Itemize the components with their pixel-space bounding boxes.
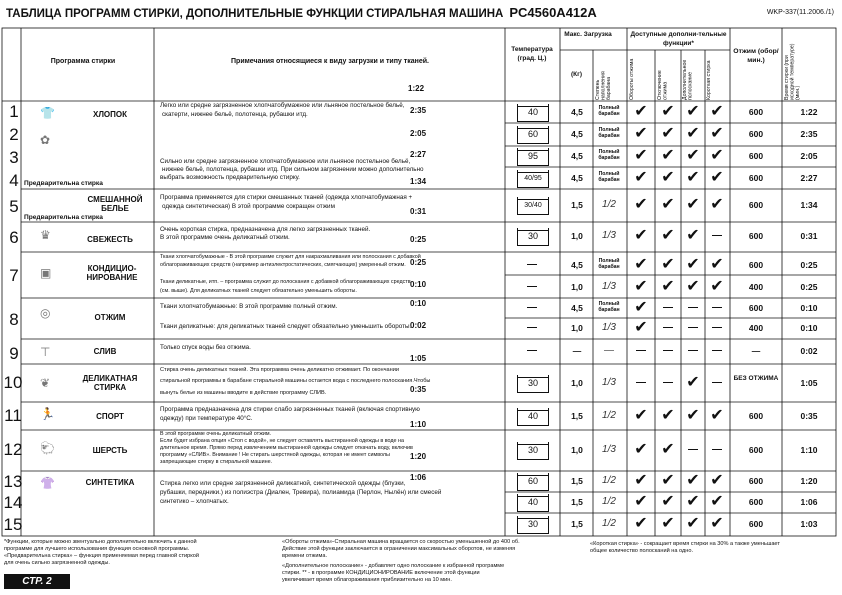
temperature-symbol: 60 <box>517 473 549 491</box>
time-mark: 0:10 <box>410 299 427 308</box>
max-load-kg: 1,5 <box>571 411 583 421</box>
check-icon: ✔ <box>661 278 675 295</box>
dash-mark: — <box>712 230 722 241</box>
drum-fill-text: Полный барабан <box>598 105 620 117</box>
check-icon: ✔ <box>634 147 648 164</box>
note-line: запрещающие стирку в стиральной машине. <box>160 459 273 465</box>
max-load-kg: 4,5 <box>571 173 583 183</box>
note-line: Ткани деликатные, итп. – программа служит до полоскания с добавкой облагораживающих средств <box>160 279 411 285</box>
footnote: программе для лучшего использования функция основной программы. <box>4 546 190 552</box>
check-icon: ✔ <box>686 407 700 424</box>
spin-speed: 600 <box>748 200 764 210</box>
max-load-kg: 1,0 <box>571 445 583 455</box>
note-line: нижнее бельё, полотенца, рубашки итд. При сильном загрязнении можно дополнительно <box>162 166 424 173</box>
note-line: Программа предназначена для стирки слабо загрязненных тканей (включая спортивную <box>160 406 420 413</box>
max-load-kg: 1,5 <box>571 200 583 210</box>
check-icon: ✔ <box>710 278 724 295</box>
wash-time: 1:10 <box>800 445 818 455</box>
program-number: 5 <box>9 197 19 216</box>
time-mark: 0:31 <box>410 207 427 216</box>
dash-mark: — <box>527 322 537 333</box>
max-load-kg: 1,5 <box>571 519 583 529</box>
dash-mark: — <box>712 345 722 356</box>
footnote: «Короткая стирка» - сокращает время стирки на 30% а также уменьшает <box>590 541 780 547</box>
wash-time: 1:20 <box>800 476 818 486</box>
col-header-notes: Примечания относящиеся к виду загрузки и типу тканей. <box>231 58 429 65</box>
note-line: (см. выше). Для деликатных тканей следует обязательно уменьшить обороты. <box>160 288 357 294</box>
drain-icon: ⊤ <box>40 345 51 359</box>
max-load-kg: 4,5 <box>571 107 583 117</box>
check-icon: ✔ <box>661 493 675 510</box>
program-name: ДЕЛИКАТНАЯ СТИРКА <box>82 374 138 392</box>
spin-speed: 600 <box>748 519 764 529</box>
dash-mark: — <box>663 322 673 333</box>
program-number: 2 <box>9 125 19 144</box>
spin-speed: 600 <box>748 303 764 313</box>
spin-speed: БЕЗ ОТЖИМА <box>733 375 779 382</box>
program-name: СВЕЖЕСТЬ <box>87 235 133 244</box>
col-header-program: Программа стирки <box>50 58 116 65</box>
note-line: Легко или средне загрязненное хлопчатобумажное или льняное постельное бельё, <box>160 102 405 109</box>
check-icon: ✔ <box>710 169 724 186</box>
feather-icon: ❦ <box>40 376 51 390</box>
program-name: СМЕШАННОЙ БЕЛЬЕ <box>87 195 143 213</box>
footnote: *Функции, которые можно звентуально дополнительно включить к данной <box>4 539 197 545</box>
note-line: программу «СЛИВ». Внимание ! Не стирать шерстяной одежды, которая не имеет символы <box>160 452 390 458</box>
max-load-kg: 1,5 <box>571 497 583 507</box>
program-subtitle: Предварительна стирка <box>24 214 103 221</box>
footnote: для очень сильно загрязненной одежды. <box>4 560 110 566</box>
drum-fill-text: Полный барабан <box>598 258 620 270</box>
drum-fill-ratio: — <box>604 345 614 356</box>
wash-time: 0:10 <box>800 303 818 313</box>
program-number: 8 <box>9 310 19 329</box>
max-load-kg: 1,0 <box>571 282 583 292</box>
drum-fill-ratio: 1/3 <box>602 444 616 455</box>
col-header-kg: (Кг) <box>570 71 582 78</box>
program-name: ШЕРСТЬ <box>92 446 128 455</box>
wash-time: 2:35 <box>800 129 818 139</box>
wash-time: 0:25 <box>800 260 818 270</box>
max-load-kg: 4,5 <box>571 260 583 270</box>
temperature-symbol: 40 <box>517 408 549 426</box>
wash-time: 0:35 <box>800 411 818 421</box>
spin-speed: 600 <box>748 260 764 270</box>
time-mark: 1:06 <box>410 473 427 482</box>
drum-fill-ratio: 1/3 <box>602 322 616 333</box>
check-icon: ✔ <box>710 407 724 424</box>
program-number: 7 <box>9 266 19 285</box>
program-name: КОНДИЦИО-НИРОВАНИЕ <box>86 264 138 282</box>
dash-mark: — <box>688 444 698 455</box>
drum-fill-text: Полный барабан <box>598 301 620 313</box>
temperature-symbol: 30 <box>517 375 549 393</box>
dash-mark: — <box>636 377 646 388</box>
time-mark: 2:27 <box>410 150 427 159</box>
footnote: «Обороты отжима»-Стиральная машина вращается со скоростью уменьшенной до 400 об. <box>282 539 520 545</box>
program-name: СПОРТ <box>96 412 124 421</box>
program-number: 9 <box>9 344 19 363</box>
wash-time: 0:31 <box>800 231 818 241</box>
max-load-kg: 1,5 <box>571 476 583 486</box>
check-icon: ✔ <box>686 278 700 295</box>
wash-time: 1:22 <box>800 107 818 117</box>
note-line: стиральной программы в барабане стиральной машины остается вода с последнего полоскания.Чтобы <box>160 378 431 384</box>
note-line: Стирка легко или средне загрязненной деликатной, синтетической одежды (блузки, <box>160 480 406 487</box>
footnote: стирки. ** - в программе КОНДИЦИОНИРОВАНИЕ включение этой функции <box>282 570 480 576</box>
max-load-kg: 4,5 <box>571 151 583 161</box>
check-icon: ✔ <box>686 256 700 273</box>
note-line: Ткани хлопчатобумажные: В этой программе полный отжим. <box>160 303 338 310</box>
check-icon: ✔ <box>710 103 724 120</box>
note-line: рубашки, передники.) из полиэстра (Диален, Тревира), полиамида (Перлон, Нылён) или смесей <box>160 489 442 496</box>
check-icon: ✔ <box>634 299 648 316</box>
page-number: СТР. 2 <box>4 574 70 589</box>
drum-fill-ratio: 1/2 <box>602 410 616 421</box>
dash-mark: — <box>636 345 646 356</box>
drum-fill-ratio: 1/2 <box>602 518 616 529</box>
program-number: 14 <box>3 493 23 512</box>
softener-bottle-icon: ▣ <box>40 266 52 280</box>
drum-fill-text: Полный барабан <box>598 127 620 139</box>
col-header-time: Время стирки (при исходной температуре) (мин.) <box>784 43 802 100</box>
page-title: ТАБЛИЦА ПРОГРАММ СТИРКИ, ДОПОЛНИТЕЛЬНЫЕ ФУНКЦИИ СТИРАЛЬНАЯ МАШИНА PC4560A412A <box>6 5 597 20</box>
footnote: Действие этой функции заключается в ограничении максимальных оборотов, не изменяя <box>282 546 516 552</box>
col-header-temperature: Температура (град. Ц.) <box>511 46 553 62</box>
check-icon: ✔ <box>686 125 700 142</box>
dash-mark: — <box>663 302 673 313</box>
temperature-symbol: 95 <box>517 148 549 166</box>
program-name: СЛИВ <box>93 347 117 356</box>
shirt-icon: 👕 <box>40 106 55 120</box>
time-mark: 1:20 <box>410 452 427 461</box>
spin-speed: 600 <box>748 411 764 421</box>
check-icon: ✔ <box>634 472 648 489</box>
drum-fill-text: Полный барабан <box>598 149 620 161</box>
note-line: Очень короткая стирка, предназначена для легко загрязненных тканей. <box>160 226 371 233</box>
spiral-icon: ◎ <box>40 306 51 320</box>
check-icon: ✔ <box>634 515 648 532</box>
note-line: Сильно или средне загрязненное хлопчатобумажное или льняное постельное бельё, <box>160 158 411 165</box>
note-line: Ткани деликатные: для деликатных тканей следует обязательно уменьшить обороты. <box>160 323 412 330</box>
drum-fill-text: Полный барабан <box>598 171 620 183</box>
check-icon: ✔ <box>634 441 648 458</box>
note-line: облагораживающих средств (например антиэлектростатических, смягчающих) умеренный отжим. <box>160 262 406 268</box>
temperature-symbol: 60 <box>517 126 549 144</box>
program-number: 6 <box>9 228 19 247</box>
time-mark: 1:05 <box>410 354 427 363</box>
check-icon: ✔ <box>710 256 724 273</box>
check-icon: ✔ <box>710 125 724 142</box>
check-icon: ✔ <box>686 472 700 489</box>
blouse-icon: 👚 <box>40 476 55 490</box>
check-icon: ✔ <box>661 196 675 213</box>
check-icon: ✔ <box>634 493 648 510</box>
temperature-symbol: 30/40 <box>517 197 549 215</box>
temperature-symbol: 40/95 <box>517 170 549 188</box>
note-line: синтетико – хлопчатых. <box>160 498 229 505</box>
wash-time: 1:03 <box>800 519 818 529</box>
col-header-opt-spin-speed: Обороты отжима <box>629 58 635 100</box>
temperature-symbol: 40 <box>517 494 549 512</box>
check-icon: ✔ <box>710 515 724 532</box>
time-mark: 1:10 <box>410 420 427 429</box>
max-load-kg: 1,0 <box>571 378 583 388</box>
wash-time: 1:34 <box>800 200 818 210</box>
dash-mark: — <box>712 444 722 455</box>
note-line: В этой программе очень деликатный отжим. <box>160 234 290 241</box>
spin-speed: 600 <box>748 107 764 117</box>
note-line: Программа применяется для стирки смешанных тканей (одежда хлопчатобумажная + <box>160 194 413 201</box>
check-icon: ✔ <box>661 441 675 458</box>
note-line: Ткани хлопчатобумажные - В этой программе служит для накрахмаливания или полоскания с добавкой <box>160 254 421 260</box>
dash-mark: — <box>663 377 673 388</box>
model-number: PC4560A412A <box>509 5 597 20</box>
dash-mark: — <box>688 345 698 356</box>
check-icon: ✔ <box>634 227 648 244</box>
spin-speed: 600 <box>748 173 764 183</box>
check-icon: ✔ <box>710 493 724 510</box>
program-name: ХЛОПОК <box>92 110 128 119</box>
cotton-flower-icon: ✿ <box>40 133 51 147</box>
dash-mark: — <box>712 322 722 333</box>
wash-time: 0:02 <box>800 346 818 356</box>
col-header-max-load: Макс. Загрузка <box>564 31 612 38</box>
wash-time: 0:25 <box>800 282 818 292</box>
check-icon: ✔ <box>686 374 700 391</box>
temperature-symbol: 30 <box>517 516 549 534</box>
check-icon: ✔ <box>661 125 675 142</box>
col-header-opt-extra-rinse: Дополнительное полоскание <box>682 59 694 100</box>
check-icon: ✔ <box>710 147 724 164</box>
drum-fill-ratio: 1/3 <box>602 230 616 241</box>
spin-speed: 600 <box>748 497 764 507</box>
note-line: Только спуск воды без отжима. <box>160 344 251 351</box>
dash-mark: — <box>712 377 722 388</box>
temperature-symbol: 30 <box>517 228 549 246</box>
check-icon: ✔ <box>661 515 675 532</box>
check-icon: ✔ <box>686 147 700 164</box>
temperature-symbol: 30 <box>517 442 549 460</box>
spin-speed: 600 <box>748 231 764 241</box>
time-mark: 0:25 <box>410 258 427 267</box>
check-icon: ✔ <box>686 493 700 510</box>
time-mark: 0:25 <box>410 235 427 244</box>
check-icon: ✔ <box>634 169 648 186</box>
spin-speed: 400 <box>748 323 764 333</box>
check-icon: ✔ <box>661 147 675 164</box>
footnote: увеличивает время облагораживания приблизительно на 10 мин. <box>282 577 452 583</box>
spin-speed: — <box>751 346 761 356</box>
dash-mark: — <box>688 302 698 313</box>
program-number: 11 <box>4 406 22 425</box>
check-icon: ✔ <box>634 103 648 120</box>
time-mark: 1:34 <box>410 177 427 186</box>
note-line: одежду) при температуре 40°C. <box>160 415 253 422</box>
dash-mark: — <box>712 302 722 313</box>
drum-fill-ratio: 1/2 <box>602 496 616 507</box>
check-icon: ✔ <box>634 125 648 142</box>
col-header-opt-short-wash: Короткая стирка <box>706 60 712 100</box>
dash-mark: — <box>527 259 537 270</box>
program-number: 12 <box>3 440 23 459</box>
col-header-extra-functions: Доступные дополни-тельные функции* <box>630 31 727 47</box>
program-number: 1 <box>9 102 19 121</box>
program-number: 13 <box>3 472 23 491</box>
check-icon: ✔ <box>661 256 675 273</box>
sheep-icon: 🐑 <box>40 441 55 455</box>
note-line: вынуть белье из машины вводите в действие программу СЛИВ. <box>160 390 327 396</box>
crown-icon: ♛ <box>40 228 51 242</box>
note-line: В этой программе очень деликатный отжим. <box>160 431 272 437</box>
check-icon: ✔ <box>686 227 700 244</box>
time-mark: 0:10 <box>410 280 427 289</box>
program-number: 10 <box>3 373 23 392</box>
check-icon: ✔ <box>661 472 675 489</box>
wash-time: 2:27 <box>800 173 818 183</box>
check-icon: ✔ <box>661 227 675 244</box>
time-mark: 2:35 <box>410 106 427 115</box>
spin-speed: 600 <box>748 151 764 161</box>
wash-time: 2:05 <box>800 151 818 161</box>
col-header-opt-no-spin: Отключение отжима <box>657 70 669 100</box>
drum-fill-ratio: 1/2 <box>602 199 616 210</box>
check-icon: ✔ <box>710 472 724 489</box>
dash-mark: — <box>663 345 673 356</box>
temperature-symbol: 40 <box>517 104 549 122</box>
time-mark: 0:02 <box>410 321 427 330</box>
note-line: выбрать возможность предварительную стирку. <box>160 174 300 181</box>
spin-speed: 600 <box>748 129 764 139</box>
document-code: WKP-337(11.2006./1) <box>766 9 834 16</box>
time-mark: 0:35 <box>410 385 427 394</box>
program-name: ОТЖИМ <box>94 313 126 322</box>
check-icon: ✔ <box>661 407 675 424</box>
note-line: Если будет избрана опция «Стоп с водой», не следует оставлять выстиранной одежды в воде на <box>160 438 405 444</box>
max-load-kg: 1,0 <box>571 323 583 333</box>
footnote: времени отжима. <box>282 553 328 559</box>
footnote: общее количество полосканий на одно. <box>590 548 694 554</box>
dash-mark: — <box>688 322 698 333</box>
program-number: 4 <box>9 171 19 190</box>
spin-speed: 400 <box>748 282 764 292</box>
col-header-load-level: Степень наполнения барабана <box>595 71 613 100</box>
check-icon: ✔ <box>686 169 700 186</box>
note-line: длительное время. Прямо перед извлечением выстиранной одежды следует откачать воду, включив <box>160 445 413 451</box>
check-icon: ✔ <box>661 169 675 186</box>
footnote: «Дополнительное полоскание» - добавляет одно полоскание к избранной программе <box>282 563 505 569</box>
program-name: СИНТЕТИКА <box>85 478 135 487</box>
note-line: Стирка очень деликатных тканей. Эта программа очень деликатно отжимает. По окончании <box>160 367 399 373</box>
dash-mark: — <box>527 345 537 356</box>
wash-time: 0:10 <box>800 323 818 333</box>
check-icon: ✔ <box>634 278 648 295</box>
max-load-kg: 1,0 <box>571 231 583 241</box>
col-header-spin: Отжим (обор/мин.) <box>733 48 779 64</box>
drum-fill-ratio: 1/3 <box>602 377 616 388</box>
time-mark: 2:05 <box>410 129 427 138</box>
spin-speed: 600 <box>748 445 764 455</box>
program-number: 15 <box>3 515 23 534</box>
footnote: «Предварительна стирка» – функция применяемая перед главной стиркой <box>4 553 200 559</box>
max-load-kg: 4,5 <box>571 129 583 139</box>
max-load-kg: 4,5 <box>571 303 583 313</box>
wash-time: 1:05 <box>800 378 818 388</box>
check-icon: ✔ <box>661 103 675 120</box>
check-icon: ✔ <box>710 196 724 213</box>
note-line: скатерти, нижнее бельё, полотенца, рубашки итд. <box>162 111 308 118</box>
check-icon: ✔ <box>634 196 648 213</box>
time-mark: 1:22 <box>408 84 425 93</box>
dash-mark: — <box>527 281 537 292</box>
drum-fill-ratio: 1/3 <box>602 281 616 292</box>
drum-fill-ratio: 1/2 <box>602 475 616 486</box>
program-subtitle: Предварительна стирка <box>24 180 103 187</box>
wash-time: 1:06 <box>800 497 818 507</box>
program-number: 3 <box>9 148 19 167</box>
spin-speed: 600 <box>748 476 764 486</box>
note-line: одежда синтетическая) В этой программе сокращен отжим <box>162 203 335 210</box>
check-icon: ✔ <box>686 515 700 532</box>
check-icon: ✔ <box>686 103 700 120</box>
check-icon: ✔ <box>634 407 648 424</box>
dash-mark: — <box>527 302 537 313</box>
check-icon: ✔ <box>634 319 648 336</box>
check-icon: ✔ <box>634 256 648 273</box>
max-load-kg: — <box>572 346 582 356</box>
runner-icon: 🏃 <box>40 407 55 421</box>
check-icon: ✔ <box>686 196 700 213</box>
